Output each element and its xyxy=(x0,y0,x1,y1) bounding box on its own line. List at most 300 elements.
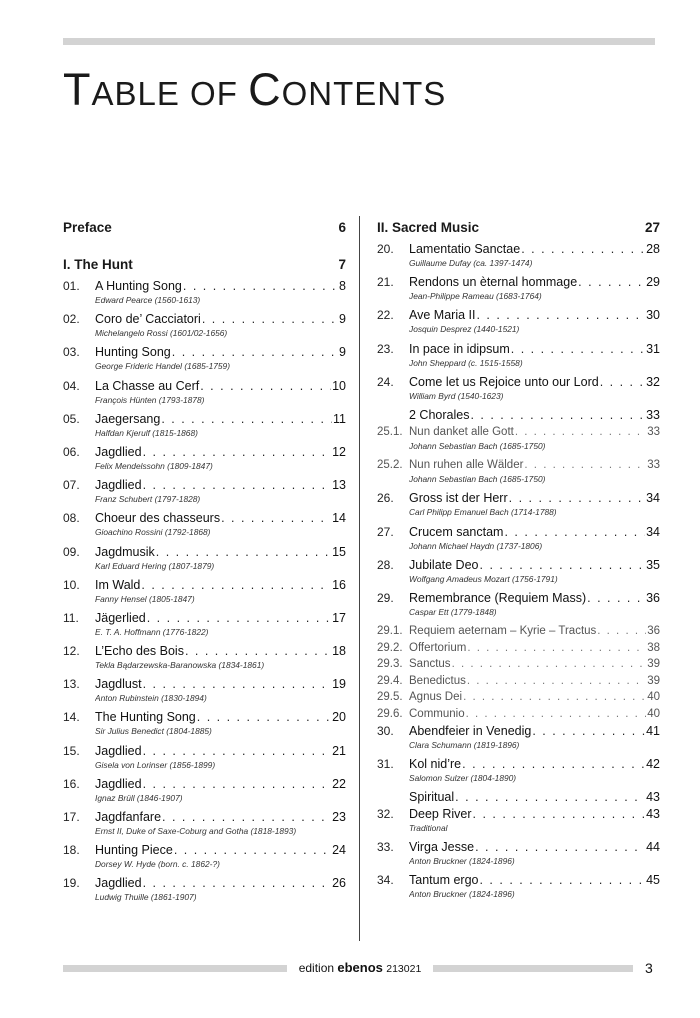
entry-number: 34. xyxy=(377,873,394,888)
entry-body xyxy=(95,610,332,643)
dot-leader xyxy=(509,490,645,507)
entry-line xyxy=(409,756,646,773)
toc-entry[interactable] xyxy=(377,590,660,623)
entry-line xyxy=(95,842,332,859)
entry-page: 12 xyxy=(332,444,346,459)
entry-title: Choeur des chasseurs xyxy=(95,511,221,526)
entry-line xyxy=(95,444,332,461)
dot-leader xyxy=(511,341,645,358)
entry-title: Ave Maria II xyxy=(409,308,476,323)
toc-left-column xyxy=(63,215,346,909)
entry-body xyxy=(409,656,647,673)
entry-line xyxy=(409,557,646,574)
entry-title: Spiritual xyxy=(409,790,455,804)
entry-line xyxy=(409,274,646,291)
toc-entry[interactable] xyxy=(377,640,660,657)
entry-title: Jagdlied xyxy=(95,776,142,791)
dot-leader xyxy=(515,424,646,441)
entry-title: Benedictus xyxy=(409,674,466,687)
dot-leader xyxy=(183,278,338,295)
entry-page: 10 xyxy=(332,378,346,393)
dot-leader xyxy=(473,806,646,823)
entry-title: Nun danket alle Gott xyxy=(409,425,514,438)
entry-number: 07. xyxy=(63,478,80,493)
entry-composer: Michelangelo Rossi (1601/02-1656) xyxy=(95,328,228,339)
entry-page: 36 xyxy=(646,590,660,605)
entry-body xyxy=(409,623,647,640)
dot-leader xyxy=(143,875,332,892)
entry-title: The Hunting Song xyxy=(95,710,196,725)
entry-number: 29.1. xyxy=(377,625,403,638)
entry-body xyxy=(95,776,332,809)
entry-composer: Clara Schumann (1819-1896) xyxy=(409,739,520,750)
entry-line xyxy=(409,789,646,806)
toc-entry[interactable] xyxy=(63,278,346,311)
entry-number: 19. xyxy=(63,876,80,891)
entry-page: 23 xyxy=(332,810,346,824)
dot-leader xyxy=(147,610,331,627)
entry-title: Jagdlust xyxy=(95,677,142,692)
entry-number: 05. xyxy=(63,411,80,426)
dot-leader xyxy=(202,311,338,328)
entry-line xyxy=(95,743,332,760)
entry-line xyxy=(409,341,646,358)
entry-body xyxy=(409,407,646,424)
entry-page: 28 xyxy=(646,242,660,256)
toc-entry[interactable] xyxy=(377,689,660,706)
entry-number: 06. xyxy=(63,444,80,459)
entry-line xyxy=(409,706,647,723)
entry-composer: Tekla Bądarzewska-Baranowska (1834-1861) xyxy=(95,660,265,671)
dot-leader xyxy=(480,557,646,574)
entry-page: 9 xyxy=(339,312,346,327)
toc-entry[interactable] xyxy=(63,378,346,411)
entry-number: 11. xyxy=(63,610,79,625)
entry-number: 29.4. xyxy=(377,674,403,687)
entry-composer: Traditional xyxy=(409,823,448,833)
entry-composer: Ignaz Brüll (1846-1907) xyxy=(95,792,183,803)
entry-line xyxy=(409,806,646,823)
dot-leader xyxy=(467,640,646,657)
entry-page: 33 xyxy=(647,425,660,438)
entry-body xyxy=(95,411,333,444)
entry-number: 09. xyxy=(63,544,80,559)
entry-page: 19 xyxy=(332,677,346,692)
entry-title: Jagdfanfare xyxy=(95,810,162,824)
entry-line xyxy=(409,490,646,507)
toc-entry[interactable] xyxy=(377,756,660,789)
entry-number: 14. xyxy=(63,710,80,725)
entry-line xyxy=(95,709,332,726)
entry-composer: Josquin Desprez (1440-1521) xyxy=(409,324,520,335)
toc-group-heading[interactable] xyxy=(377,407,660,424)
toc-entry[interactable] xyxy=(377,706,660,723)
dot-leader xyxy=(470,407,645,424)
entry-body xyxy=(409,756,646,789)
section-preface[interactable] xyxy=(63,215,346,241)
entry-composer: Anton Bruckner (1824-1896) xyxy=(409,856,515,867)
entry-composer: John Sheppard (c. 1515-1558) xyxy=(409,357,523,368)
toc-entry[interactable] xyxy=(63,544,346,577)
entry-line xyxy=(95,311,339,328)
entry-composer: Caspar Ett (1779-1848) xyxy=(409,606,497,617)
entry-number: 20. xyxy=(377,242,394,256)
toc-entry[interactable] xyxy=(63,709,346,742)
entry-title: L’Echo des Bois xyxy=(95,644,184,659)
entry-composer: Felix Mendelssohn (1809-1847) xyxy=(95,460,213,471)
toc-entry[interactable] xyxy=(377,424,660,457)
entry-body xyxy=(409,839,646,872)
entry-number: 13. xyxy=(63,677,80,692)
entry-composer: Franz Schubert (1797-1828) xyxy=(95,494,201,505)
entry-composer: E. T. A. Hoffmann (1776-1822) xyxy=(95,626,209,637)
toc-right-column xyxy=(377,215,660,906)
entry-body xyxy=(95,544,332,577)
entry-title: Jagdmusik xyxy=(95,544,155,559)
entry-composer: Dorsey W. Hyde (born. c. 1862-?) xyxy=(95,859,220,870)
entry-number: 17. xyxy=(63,810,80,824)
entry-number xyxy=(377,407,409,424)
entry-composer: Carl Philipp Emanuel Bach (1714-1788) xyxy=(409,507,557,518)
entry-body xyxy=(409,806,646,839)
entry-line xyxy=(409,723,646,740)
toc-entry[interactable] xyxy=(377,457,660,490)
entry-body xyxy=(95,444,332,477)
toc-entry[interactable] xyxy=(377,723,660,756)
entry-number: 27. xyxy=(377,524,394,539)
entry-page: 16 xyxy=(332,577,346,592)
entry-title: La Chasse au Cerf xyxy=(95,378,200,393)
dot-leader xyxy=(463,689,646,706)
toc-entry[interactable] xyxy=(63,809,346,842)
entry-number: 29.5. xyxy=(377,691,403,704)
entry-composer: François Hünten (1793-1878) xyxy=(95,394,205,405)
dot-leader xyxy=(141,577,331,594)
entry-page: 15 xyxy=(332,544,346,559)
publisher-imprint: edition ebenos 213021 xyxy=(298,960,422,975)
toc-entry[interactable] xyxy=(377,839,660,872)
entry-number: 31. xyxy=(377,756,394,771)
entry-title: Jagdlied xyxy=(95,876,142,891)
column-divider xyxy=(359,216,360,941)
entry-page: 11 xyxy=(333,411,346,426)
entry-line xyxy=(95,643,332,660)
entry-title: Jagdlied xyxy=(95,743,142,758)
section-sacred-music[interactable] xyxy=(377,215,660,241)
entry-body xyxy=(409,640,647,657)
entry-line xyxy=(409,424,647,441)
entry-line xyxy=(409,673,647,690)
toc-entry[interactable] xyxy=(63,676,346,709)
entry-line xyxy=(95,344,339,361)
dot-leader xyxy=(172,344,338,361)
entry-body xyxy=(409,274,646,307)
entry-number: 08. xyxy=(63,511,80,526)
entry-page: 39 xyxy=(647,658,660,671)
entry-title: Coro de’ Cacciatori xyxy=(95,312,201,327)
entry-page: 43 xyxy=(646,790,660,804)
entry-title: Come let us Rejoice unto our Lord xyxy=(409,374,599,389)
entry-composer: Salomon Sulzer (1804-1890) xyxy=(409,772,517,783)
entry-line xyxy=(95,577,332,594)
toc-group-heading[interactable] xyxy=(377,789,660,806)
entry-number: 29.2. xyxy=(377,641,403,654)
section-label: Preface xyxy=(63,220,112,235)
entry-title: Agnus Dei xyxy=(409,691,463,704)
dot-leader xyxy=(452,656,647,673)
entry-page: 30 xyxy=(646,308,660,323)
entry-title: Offertorium xyxy=(409,641,467,654)
section-page: 27 xyxy=(644,220,660,235)
entry-line xyxy=(409,640,647,657)
toc-entry[interactable] xyxy=(377,241,660,274)
entry-body xyxy=(95,477,332,510)
toc-entry[interactable] xyxy=(63,444,346,477)
sacred-entry-list xyxy=(377,241,660,906)
entry-line xyxy=(95,610,332,627)
entry-line xyxy=(95,875,332,892)
entry-line xyxy=(409,374,646,391)
section-label: II. Sacred Music xyxy=(377,220,480,235)
entry-page: 14 xyxy=(332,511,346,526)
toc-entry[interactable] xyxy=(63,875,346,908)
dot-leader xyxy=(143,477,332,494)
entry-body xyxy=(409,872,646,905)
entry-composer: Edward Pearce (1560-1613) xyxy=(95,295,201,305)
toc-entry[interactable] xyxy=(63,776,346,809)
entry-title: Jagdlied xyxy=(95,444,142,459)
entry-number: 25.1. xyxy=(377,425,403,438)
entry-number: 30. xyxy=(377,723,394,738)
dot-leader xyxy=(475,839,645,856)
entry-title: Hunting Song xyxy=(95,345,171,360)
dot-leader xyxy=(174,842,331,859)
entry-line xyxy=(409,872,646,889)
toc-entry[interactable] xyxy=(377,374,660,407)
entry-title: Tantum ergo xyxy=(409,873,479,888)
entry-page: 40 xyxy=(647,708,660,721)
section-label: I. The Hunt xyxy=(63,257,133,272)
entry-page: 33 xyxy=(646,407,660,422)
entry-line xyxy=(95,809,332,826)
entry-body xyxy=(409,241,646,274)
entry-title: A Hunting Song xyxy=(95,279,182,293)
entry-title: Im Wald xyxy=(95,577,141,592)
entry-page: 9 xyxy=(339,345,346,360)
entry-title: Virga Jesse xyxy=(409,840,475,855)
toc-entry[interactable] xyxy=(377,341,660,374)
entry-composer: Anton Rubinstein (1830-1894) xyxy=(95,693,207,704)
dot-leader xyxy=(524,457,646,474)
dot-leader xyxy=(143,776,332,793)
entry-body xyxy=(409,723,646,756)
entry-composer: Johann Michael Haydn (1737-1806) xyxy=(409,540,543,551)
entry-number: 33. xyxy=(377,840,394,855)
dot-leader xyxy=(143,743,332,760)
toc-entry[interactable] xyxy=(63,643,346,676)
entry-composer: Ludwig Thuille (1861-1907) xyxy=(95,892,197,903)
entry-title: Sanctus xyxy=(409,658,451,671)
entry-body xyxy=(409,689,647,706)
dot-leader xyxy=(578,274,645,291)
entry-line xyxy=(409,590,646,607)
dot-leader xyxy=(600,374,645,391)
dot-leader xyxy=(185,643,331,660)
entry-body xyxy=(95,643,332,676)
entry-line xyxy=(95,676,332,693)
entry-body xyxy=(95,743,332,776)
entry-number: 29.3. xyxy=(377,658,403,671)
entry-body xyxy=(95,709,332,742)
entry-page: 43 xyxy=(646,807,660,821)
entry-body xyxy=(95,378,332,411)
entry-number: 12. xyxy=(63,644,80,659)
dot-leader xyxy=(521,241,645,258)
entry-page: 44 xyxy=(646,840,660,855)
entry-page: 32 xyxy=(646,374,660,389)
entry-page: 8 xyxy=(339,279,346,293)
dot-leader xyxy=(462,756,645,773)
entry-body xyxy=(409,789,646,806)
entry-page: 18 xyxy=(332,644,346,659)
toc-entry[interactable] xyxy=(63,311,346,344)
dot-leader xyxy=(156,544,331,561)
dot-leader xyxy=(479,872,645,889)
entry-line xyxy=(409,524,646,541)
entry-title: Abendfeier in Venedig xyxy=(409,723,532,738)
entry-title: Gross ist der Herr xyxy=(409,491,508,506)
page-title: TABLE OF CONTENTS xyxy=(63,64,447,115)
entry-title: 2 Chorales xyxy=(409,407,470,422)
entry-number: 24. xyxy=(377,374,394,389)
entry-line xyxy=(409,656,647,673)
entry-line xyxy=(95,544,332,561)
entry-line xyxy=(409,689,647,706)
entry-line xyxy=(95,477,332,494)
entry-number: 21. xyxy=(377,275,394,290)
entry-page: 42 xyxy=(646,756,660,771)
entry-title: Hunting Piece xyxy=(95,843,173,858)
entry-composer: Wolfgang Amadeus Mozart (1756-1791) xyxy=(409,573,558,584)
entry-page: 13 xyxy=(332,478,346,493)
toc-entry[interactable] xyxy=(377,872,660,905)
top-rule xyxy=(63,38,655,45)
entry-body xyxy=(409,706,647,723)
entry-composer: Jean-Philippe Rameau (1683-1764) xyxy=(409,291,542,302)
entry-page: 21 xyxy=(332,743,346,758)
entry-number: 28. xyxy=(377,557,394,572)
dot-leader xyxy=(162,809,331,826)
toc-entry[interactable] xyxy=(63,477,346,510)
toc-entry[interactable] xyxy=(377,656,660,673)
entry-body xyxy=(409,307,646,340)
entry-line xyxy=(409,241,646,258)
hunt-entry-list xyxy=(63,278,346,909)
entry-title: Jägerlied xyxy=(95,610,146,625)
entry-body xyxy=(409,557,646,590)
toc-entry[interactable] xyxy=(63,610,346,643)
entry-line xyxy=(95,278,339,295)
entry-title: Crucem sanctam xyxy=(409,524,504,539)
toc-entry[interactable] xyxy=(63,411,346,444)
dot-leader xyxy=(466,706,647,723)
entry-number: 29. xyxy=(377,590,394,605)
entry-title: Remembrance (Requiem Mass) xyxy=(409,590,587,605)
toc-entry[interactable] xyxy=(63,743,346,776)
toc-entry[interactable] xyxy=(377,673,660,690)
entry-title: Lamentatio Sanctae xyxy=(409,242,521,256)
entry-page: 24 xyxy=(332,843,346,858)
entry-body xyxy=(409,374,646,407)
entry-page: 45 xyxy=(646,873,660,888)
entry-body xyxy=(95,809,332,842)
dot-leader xyxy=(161,411,332,428)
entry-line xyxy=(409,623,647,640)
entry-composer: Johann Sebastian Bach (1685-1750) xyxy=(409,440,546,451)
toc-entry[interactable] xyxy=(377,490,660,523)
toc-entry[interactable] xyxy=(377,557,660,590)
entry-title: Kol nid’re xyxy=(409,756,462,771)
entry-line xyxy=(409,407,646,424)
entry-title: In pace in idipsum xyxy=(409,341,510,356)
dot-leader xyxy=(143,444,332,461)
entry-body xyxy=(95,875,332,908)
entry-number: 02. xyxy=(63,312,80,327)
entry-composer: Gioachino Rossini (1792-1868) xyxy=(95,527,211,538)
entry-number: 18. xyxy=(63,843,80,858)
entry-body xyxy=(95,577,332,610)
entry-page: 36 xyxy=(647,625,660,638)
entry-number: 01. xyxy=(63,279,80,293)
toc-entry[interactable] xyxy=(377,274,660,307)
entry-title: Jaegersang xyxy=(95,411,161,426)
toc-entry[interactable] xyxy=(377,307,660,340)
entry-page: 41 xyxy=(646,723,660,738)
entry-number: 25.2. xyxy=(377,459,403,472)
toc-entry[interactable] xyxy=(63,577,346,610)
toc-entry[interactable] xyxy=(377,623,660,640)
entry-page: 34 xyxy=(646,524,660,539)
entry-title: Jagdlied xyxy=(95,478,142,493)
entry-body xyxy=(95,842,332,875)
entry-page: 31 xyxy=(646,341,660,356)
entry-number: 15. xyxy=(63,743,80,758)
entry-page: 20 xyxy=(332,710,346,725)
entry-composer: George Frideric Handel (1685-1759) xyxy=(95,361,231,372)
dot-leader xyxy=(587,590,645,607)
section-the-hunt[interactable] xyxy=(63,252,346,278)
toc-entry[interactable] xyxy=(377,806,660,839)
entry-composer: Ernst II, Duke of Saxe-Coburg and Gotha (1818-1893) xyxy=(95,826,297,836)
entry-body xyxy=(409,673,647,690)
entry-number: 10. xyxy=(63,577,80,592)
toc-entry[interactable] xyxy=(63,510,346,543)
entry-body xyxy=(409,590,646,623)
entry-line xyxy=(95,378,332,395)
toc-entry[interactable] xyxy=(377,524,660,557)
dot-leader xyxy=(597,623,646,640)
toc-entry[interactable] xyxy=(63,842,346,875)
dot-leader xyxy=(455,789,645,806)
entry-composer: Guillaume Dufay (ca. 1397-1474) xyxy=(409,258,533,268)
toc-entry[interactable] xyxy=(63,344,346,377)
entry-title: Rendons un èternal hommage xyxy=(409,275,578,290)
entry-number: 16. xyxy=(63,776,80,791)
entry-body xyxy=(409,490,646,523)
entry-page: 22 xyxy=(332,776,346,791)
entry-line xyxy=(409,839,646,856)
entry-number: 26. xyxy=(377,491,394,506)
